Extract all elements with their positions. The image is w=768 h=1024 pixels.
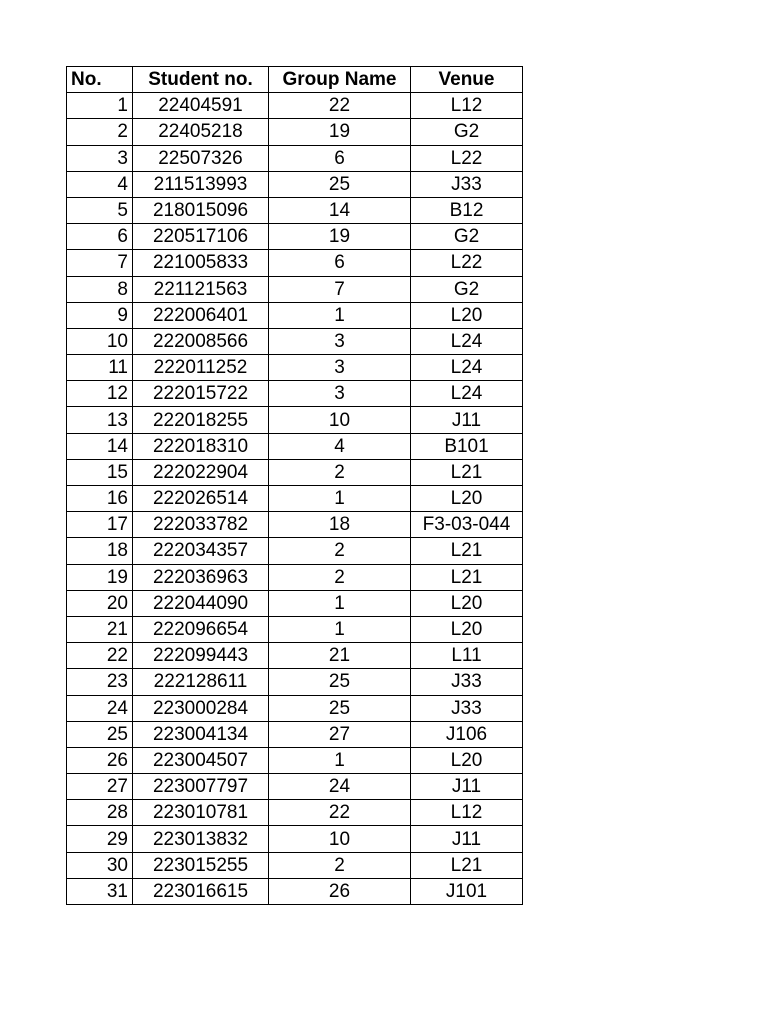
cell-no: 23 bbox=[67, 669, 133, 695]
cell-student-no: 222096654 bbox=[133, 616, 269, 642]
cell-group-name: 4 bbox=[269, 433, 411, 459]
table-row bbox=[67, 302, 523, 328]
cell-group-name: 19 bbox=[269, 224, 411, 250]
cell-group-name: 24 bbox=[269, 774, 411, 800]
cell-student-no: 223000284 bbox=[133, 695, 269, 721]
cell-no: 12 bbox=[67, 381, 133, 407]
cell-venue: J11 bbox=[411, 407, 523, 433]
cell-venue: L20 bbox=[411, 486, 523, 512]
cell-venue: L12 bbox=[411, 800, 523, 826]
cell-venue: J33 bbox=[411, 695, 523, 721]
cell-no: 29 bbox=[67, 826, 133, 852]
cell-venue: L12 bbox=[411, 93, 523, 119]
cell-venue: L21 bbox=[411, 852, 523, 878]
cell-student-no: 222044090 bbox=[133, 590, 269, 616]
cell-no: 7 bbox=[67, 250, 133, 276]
table-row bbox=[67, 407, 523, 433]
cell-student-no: 222006401 bbox=[133, 302, 269, 328]
table-row bbox=[67, 826, 523, 852]
cell-student-no: 22507326 bbox=[133, 145, 269, 171]
table-row bbox=[67, 512, 523, 538]
cell-group-name: 18 bbox=[269, 512, 411, 538]
cell-no: 30 bbox=[67, 852, 133, 878]
cell-group-name: 2 bbox=[269, 852, 411, 878]
cell-no: 15 bbox=[67, 459, 133, 485]
table-row bbox=[67, 433, 523, 459]
cell-student-no: 223016615 bbox=[133, 878, 269, 904]
cell-no: 26 bbox=[67, 747, 133, 773]
table-row bbox=[67, 328, 523, 354]
cell-student-no: 223015255 bbox=[133, 852, 269, 878]
cell-student-no: 222018310 bbox=[133, 433, 269, 459]
cell-venue: F3-03-044 bbox=[411, 512, 523, 538]
table-row bbox=[67, 119, 523, 145]
cell-group-name: 27 bbox=[269, 721, 411, 747]
cell-venue: B101 bbox=[411, 433, 523, 459]
cell-student-no: 220517106 bbox=[133, 224, 269, 250]
table-row bbox=[67, 381, 523, 407]
cell-no: 13 bbox=[67, 407, 133, 433]
cell-student-no: 223004507 bbox=[133, 747, 269, 773]
cell-no: 19 bbox=[67, 564, 133, 590]
table-row bbox=[67, 800, 523, 826]
cell-student-no: 211513993 bbox=[133, 171, 269, 197]
table-row bbox=[67, 616, 523, 642]
student-venue-table bbox=[66, 66, 523, 905]
cell-no: 3 bbox=[67, 145, 133, 171]
cell-venue: L24 bbox=[411, 328, 523, 354]
cell-venue: L21 bbox=[411, 538, 523, 564]
cell-group-name: 1 bbox=[269, 747, 411, 773]
table-body bbox=[67, 93, 523, 905]
cell-venue: J11 bbox=[411, 826, 523, 852]
header-no: No. bbox=[67, 67, 133, 93]
cell-group-name: 1 bbox=[269, 616, 411, 642]
table-row bbox=[67, 695, 523, 721]
cell-group-name: 2 bbox=[269, 564, 411, 590]
cell-student-no: 222022904 bbox=[133, 459, 269, 485]
cell-venue: J33 bbox=[411, 171, 523, 197]
cell-group-name: 2 bbox=[269, 538, 411, 564]
cell-group-name: 7 bbox=[269, 276, 411, 302]
table-row bbox=[67, 197, 523, 223]
table-row bbox=[67, 564, 523, 590]
cell-venue: L22 bbox=[411, 250, 523, 276]
cell-no: 24 bbox=[67, 695, 133, 721]
cell-venue: J33 bbox=[411, 669, 523, 695]
cell-student-no: 222008566 bbox=[133, 328, 269, 354]
cell-no: 18 bbox=[67, 538, 133, 564]
cell-group-name: 1 bbox=[269, 302, 411, 328]
cell-no: 6 bbox=[67, 224, 133, 250]
cell-venue: J101 bbox=[411, 878, 523, 904]
cell-no: 10 bbox=[67, 328, 133, 354]
cell-group-name: 3 bbox=[269, 328, 411, 354]
cell-group-name: 10 bbox=[269, 826, 411, 852]
table-row bbox=[67, 459, 523, 485]
cell-group-name: 3 bbox=[269, 355, 411, 381]
cell-student-no: 222099443 bbox=[133, 643, 269, 669]
cell-group-name: 21 bbox=[269, 643, 411, 669]
cell-student-no: 22405218 bbox=[133, 119, 269, 145]
cell-student-no: 223010781 bbox=[133, 800, 269, 826]
cell-venue: L11 bbox=[411, 643, 523, 669]
cell-venue: L21 bbox=[411, 459, 523, 485]
table-row bbox=[67, 774, 523, 800]
cell-venue: G2 bbox=[411, 224, 523, 250]
cell-group-name: 22 bbox=[269, 800, 411, 826]
cell-no: 21 bbox=[67, 616, 133, 642]
cell-venue: G2 bbox=[411, 276, 523, 302]
cell-student-no: 218015096 bbox=[133, 197, 269, 223]
cell-venue: B12 bbox=[411, 197, 523, 223]
cell-group-name: 2 bbox=[269, 459, 411, 485]
cell-group-name: 22 bbox=[269, 93, 411, 119]
table-row bbox=[67, 643, 523, 669]
table-row bbox=[67, 171, 523, 197]
cell-group-name: 25 bbox=[269, 695, 411, 721]
cell-group-name: 10 bbox=[269, 407, 411, 433]
table-row bbox=[67, 224, 523, 250]
table-row bbox=[67, 93, 523, 119]
cell-student-no: 221121563 bbox=[133, 276, 269, 302]
cell-venue: L20 bbox=[411, 747, 523, 773]
cell-group-name: 19 bbox=[269, 119, 411, 145]
cell-venue: G2 bbox=[411, 119, 523, 145]
cell-group-name: 1 bbox=[269, 590, 411, 616]
cell-no: 17 bbox=[67, 512, 133, 538]
cell-venue: L20 bbox=[411, 590, 523, 616]
cell-venue: L24 bbox=[411, 381, 523, 407]
cell-student-no: 222018255 bbox=[133, 407, 269, 433]
cell-venue: L24 bbox=[411, 355, 523, 381]
cell-group-name: 26 bbox=[269, 878, 411, 904]
header-row bbox=[67, 67, 523, 93]
cell-student-no: 222033782 bbox=[133, 512, 269, 538]
table-row bbox=[67, 721, 523, 747]
cell-student-no: 223013832 bbox=[133, 826, 269, 852]
cell-group-name: 25 bbox=[269, 171, 411, 197]
cell-group-name: 6 bbox=[269, 250, 411, 276]
cell-student-no: 222015722 bbox=[133, 381, 269, 407]
cell-group-name: 1 bbox=[269, 486, 411, 512]
cell-no: 16 bbox=[67, 486, 133, 512]
header-venue: Venue bbox=[411, 67, 523, 93]
cell-no: 2 bbox=[67, 119, 133, 145]
cell-venue: J106 bbox=[411, 721, 523, 747]
cell-venue: J11 bbox=[411, 774, 523, 800]
cell-student-no: 222026514 bbox=[133, 486, 269, 512]
cell-no: 31 bbox=[67, 878, 133, 904]
cell-no: 8 bbox=[67, 276, 133, 302]
cell-group-name: 14 bbox=[269, 197, 411, 223]
table-row bbox=[67, 747, 523, 773]
cell-venue: L21 bbox=[411, 564, 523, 590]
table-row bbox=[67, 145, 523, 171]
cell-student-no: 222034357 bbox=[133, 538, 269, 564]
cell-no: 20 bbox=[67, 590, 133, 616]
cell-venue: L20 bbox=[411, 302, 523, 328]
cell-no: 28 bbox=[67, 800, 133, 826]
header-student-no: Student no. bbox=[133, 67, 269, 93]
cell-no: 4 bbox=[67, 171, 133, 197]
cell-no: 14 bbox=[67, 433, 133, 459]
cell-student-no: 22404591 bbox=[133, 93, 269, 119]
cell-venue: L20 bbox=[411, 616, 523, 642]
cell-group-name: 3 bbox=[269, 381, 411, 407]
header-group-name: Group Name bbox=[269, 67, 411, 93]
cell-no: 27 bbox=[67, 774, 133, 800]
cell-no: 11 bbox=[67, 355, 133, 381]
table-row bbox=[67, 355, 523, 381]
table-row bbox=[67, 878, 523, 904]
cell-group-name: 25 bbox=[269, 669, 411, 695]
table-row bbox=[67, 276, 523, 302]
table-row bbox=[67, 852, 523, 878]
cell-no: 1 bbox=[67, 93, 133, 119]
cell-no: 5 bbox=[67, 197, 133, 223]
cell-student-no: 223004134 bbox=[133, 721, 269, 747]
table-row bbox=[67, 669, 523, 695]
cell-student-no: 223007797 bbox=[133, 774, 269, 800]
cell-student-no: 222128611 bbox=[133, 669, 269, 695]
cell-group-name: 6 bbox=[269, 145, 411, 171]
table-row bbox=[67, 250, 523, 276]
table-row bbox=[67, 486, 523, 512]
cell-no: 9 bbox=[67, 302, 133, 328]
cell-student-no: 222036963 bbox=[133, 564, 269, 590]
table-row bbox=[67, 590, 523, 616]
cell-no: 25 bbox=[67, 721, 133, 747]
cell-no: 22 bbox=[67, 643, 133, 669]
cell-venue: L22 bbox=[411, 145, 523, 171]
table-row bbox=[67, 538, 523, 564]
cell-student-no: 222011252 bbox=[133, 355, 269, 381]
cell-student-no: 221005833 bbox=[133, 250, 269, 276]
